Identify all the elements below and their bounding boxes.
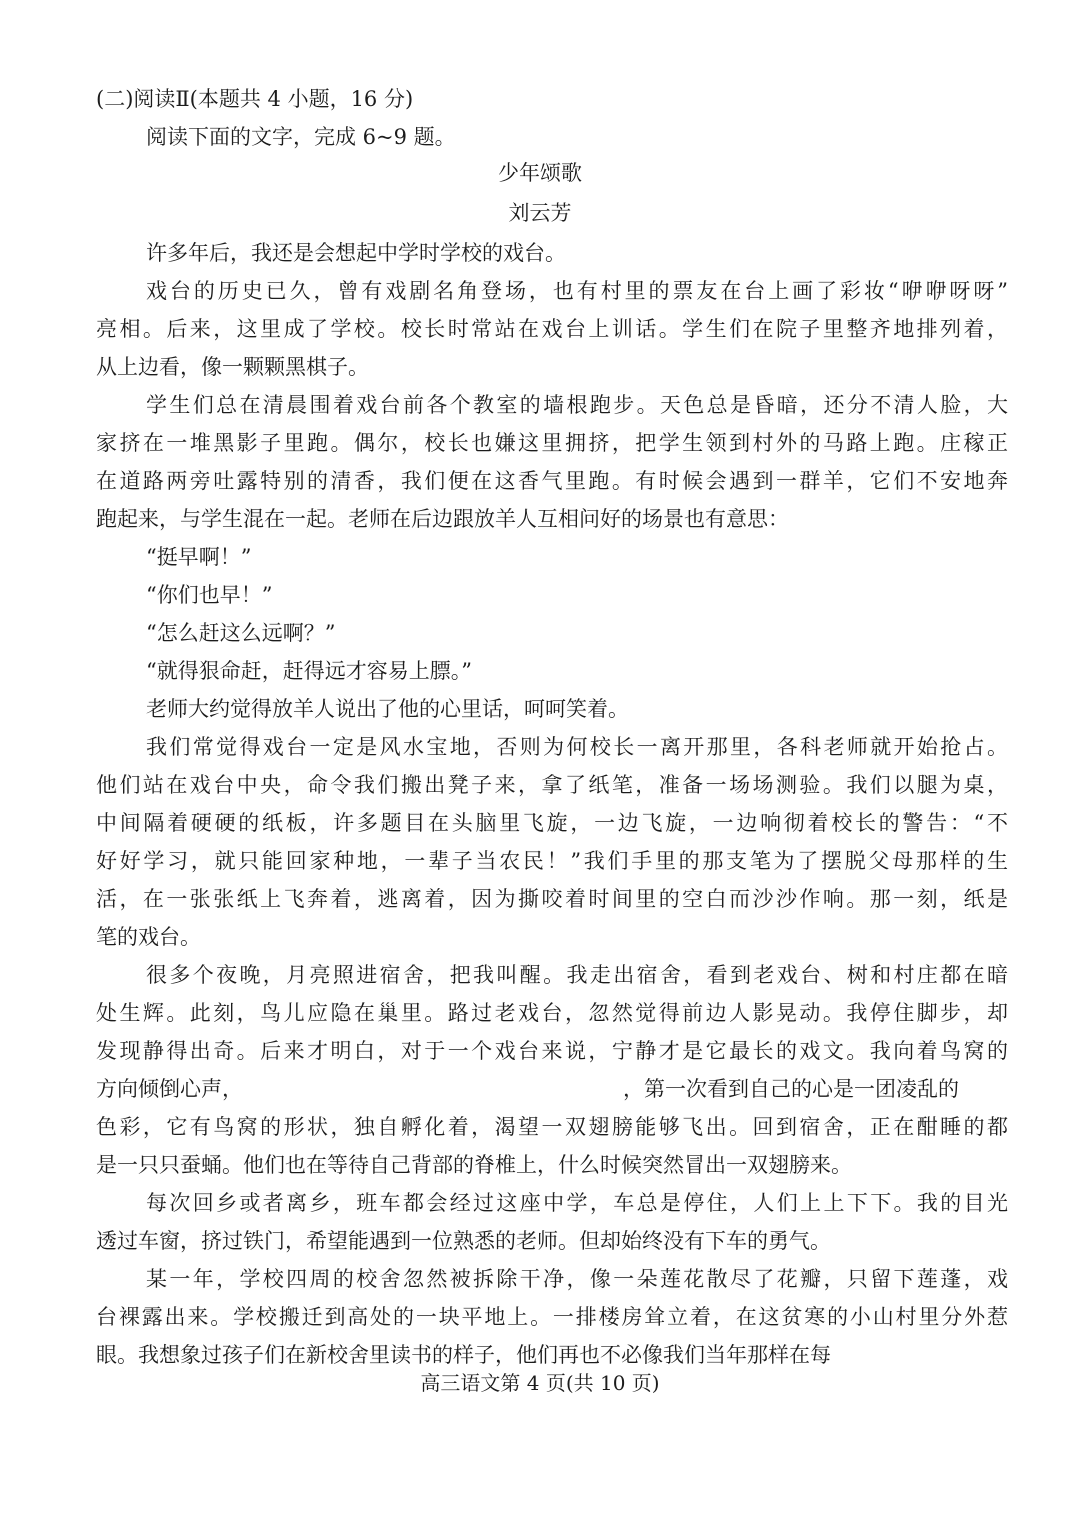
text-before-blank: 方向倾倒心声， — [96, 1077, 243, 1101]
text-line: 笔的戏台。 — [96, 925, 201, 949]
text-line: 是一只只蚕蛹。他们也在等待自己背部的脊椎上，什么时候突然冒出一双翅膀来。 — [96, 1153, 852, 1177]
text-line: 台裸露出来。学校搬迁到高处的一块平地上。一排楼房耸立着，在这贫寒的小山村里分外惹 — [96, 1305, 1008, 1329]
text-line: 眼。我想象过孩子们在新校舍里读书的样子，他们再也不必像我们当年那样在每 — [96, 1343, 831, 1367]
text-line: 亮相。后来，这里成了学校。校长时常站在戏台上训话。学生们在院子里整齐地排列着， — [96, 317, 1008, 341]
page-footer: 高三语文第 4 页(共 10 页) — [420, 1371, 660, 1395]
text-line: 戏台的历史已久，曾有戏剧名角登场，也有村里的票友在台上画了彩妆“咿咿呀呀” — [146, 279, 1008, 303]
text-line: 中间隔着硬硬的纸板，许多题目在头脑里飞旋，一边飞旋，一边响彻着校长的警告：“不 — [96, 811, 1008, 835]
text-line: 家挤在一堆黑影子里跑。偶尔，校长也嫌这里拥挤，把学生领到村外的马路上跑。庄稼正 — [96, 431, 1008, 455]
text-line: 从上边看，像一颗颗黑棋子。 — [96, 355, 369, 379]
text-line: 好好学习，就只能回家种地，一辈子当农民！”我们手里的那支笔为了摆脱父母那样的生 — [96, 849, 1008, 873]
text-line: 很多个夜晚，月亮照进宿舍，把我叫醒。我走出宿舍，看到老戏台、树和村庄都在暗 — [146, 963, 1008, 987]
dialogue-line: “你们也早！” — [146, 583, 273, 607]
dialogue-line: “就得狠命赶，赶得远才容易上膘。” — [146, 659, 472, 683]
text-line-with-blank — [96, 1074, 1008, 1104]
text-line: 老师大约觉得放羊人说出了他的心里话，呵呵笑着。 — [146, 697, 629, 721]
dialogue-line: “挺早啊！” — [146, 545, 252, 569]
text-line: 我们常觉得戏台一定是风水宝地，否则为何校长一离开那里，各科老师就开始抢占。 — [146, 735, 1008, 759]
section-header: (二)阅读Ⅱ(本题共 4 小题，16 分) — [96, 87, 414, 111]
text-line: 学生们总在清晨围着戏台前各个教室的墙根跑步。天色总是昏暗，还分不清人脸，大 — [146, 393, 1008, 417]
text-line: 每次回乡或者离乡，班车都会经过这座中学，车总是停住，人们上上下下。我的目光 — [146, 1191, 1008, 1215]
text-line: 某一年，学校四周的校舍忽然被拆除干净，像一朵莲花散尽了花瓣，只留下莲蓬，戏 — [146, 1267, 1008, 1291]
text-after-blank: ，第一次看到自己的心是一团凌乱的 — [623, 1077, 959, 1101]
article-title: 少年颂歌 — [498, 161, 582, 185]
text-line: 他们站在戏台中央，命令我们搬出凳子来，拿了纸笔，准备一场场测验。我们以腿为桌， — [96, 773, 1008, 797]
text-line: 透过车窗，挤过铁门，希望能遇到一位熟悉的老师。但却始终没有下车的勇气。 — [96, 1229, 831, 1253]
dialogue-line: “怎么赶这么远啊？” — [146, 621, 336, 645]
instruction-text: 阅读下面的文字，完成 6~9 题。 — [146, 125, 456, 149]
text-line: 色彩，它有鸟窝的形状，独自孵化着，渴望一双翅膀能够飞出。回到宿舍，正在酣睡的都 — [96, 1115, 1008, 1139]
text-line: 跑起来，与学生混在一起。老师在后边跟放羊人互相问好的场景也有意思： — [96, 507, 789, 531]
article-author: 刘云芳 — [508, 201, 572, 225]
text-line: 活，在一张张纸上飞奔着，逃离着，因为撕咬着时间里的空白而沙沙作响。那一刻，纸是 — [96, 887, 1008, 911]
text-line: 在道路两旁吐露特别的清香，我们便在这香气里跑。有时候会遇到一群羊，它们不安地奔 — [96, 469, 1008, 493]
text-line: 发现静得出奇。后来才明白，对于一个戏台来说，宁静才是它最长的戏文。我向着鸟窝的 — [96, 1039, 1008, 1063]
text-line: 处生辉。此刻，鸟儿应隐在巢里。路过老戏台，忽然觉得前边人影晃动。我停住脚步，却 — [96, 1001, 1008, 1025]
text-line: 许多年后，我还是会想起中学时学校的戏台。 — [146, 241, 566, 265]
